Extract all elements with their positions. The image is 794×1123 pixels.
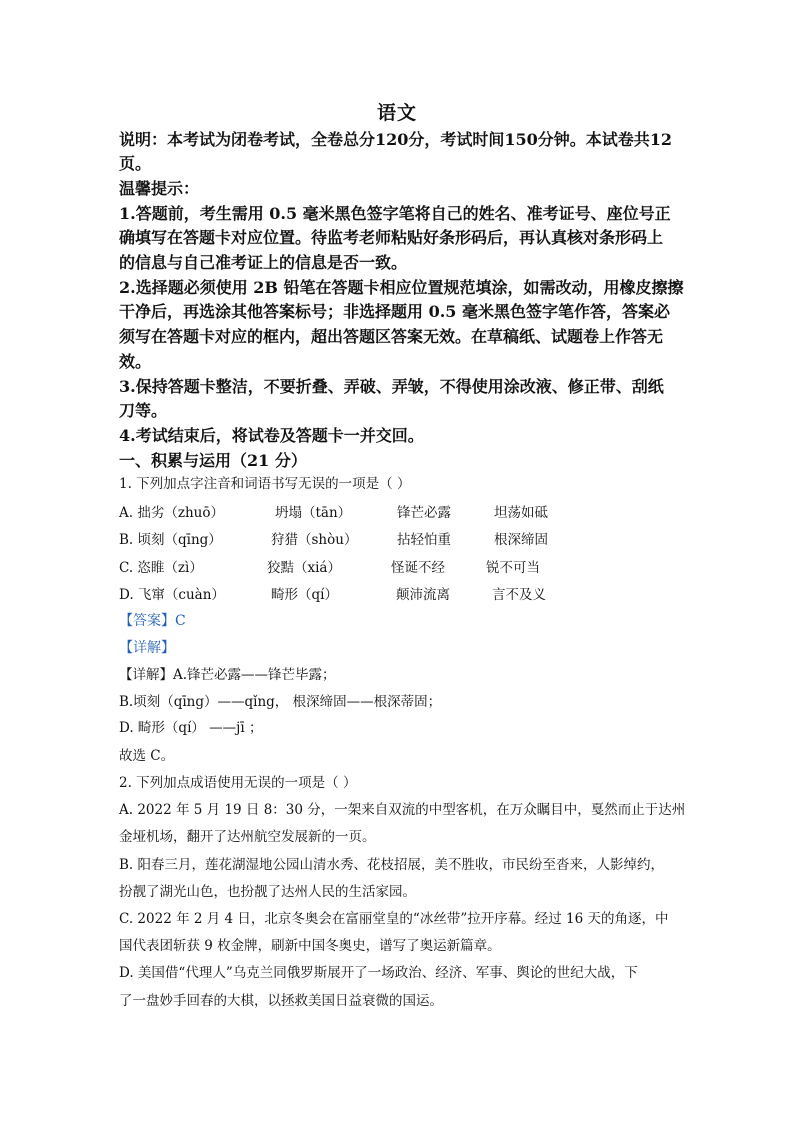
option-cell: 怪诞不经 <box>391 560 445 576</box>
explanation-line: 故选 C。 <box>119 748 175 764</box>
explanation-line: 【详解】A.锋芒必露——锋芒毕露； <box>119 667 336 683</box>
q2-line: 扮靓了湖光山色，也扮靓了达州人民的生活家园。 <box>119 884 416 900</box>
instruction-line: 2.选择题必须使用 2B 铅笔在答题卡相应位置规范填涂，如需改动，用橡皮擦擦 <box>119 278 684 297</box>
q1-option-b <box>119 528 679 548</box>
option-cell: 坦荡如砥 <box>494 505 548 521</box>
option-cell: 锋芒必露 <box>397 505 451 521</box>
option-cell: 狩猎（shòu） <box>271 532 358 548</box>
option-cell: B. 顷刻（qīng） <box>119 532 222 548</box>
option-cell: 言不及义 <box>492 587 546 603</box>
option-cell: 拈轻怕重 <box>397 532 451 548</box>
option-cell: D. 飞窜（cuàn） <box>119 587 225 603</box>
instruction-line: 干净后，再选涂其他答案标号；非选择题用 0.5 毫米黑色签字笔作答，答案必 <box>119 302 670 321</box>
q2-stem: 2. 下列加点成语使用无误的一项是（ ） <box>119 775 357 791</box>
option-cell: 坍塌（tān） <box>275 505 352 521</box>
q1-option-d <box>119 583 679 603</box>
option-cell: 颠沛流离 <box>396 587 450 603</box>
instruction-line: 温馨提示： <box>119 179 200 198</box>
q2-line: 金垭机场，翻开了达州航空发展新的一页。 <box>119 829 376 845</box>
option-cell: A. 拙劣（zhuō） <box>119 505 224 521</box>
detail-label: 【详解】 <box>119 640 175 656</box>
explanation-line: D. 畸形（qí） ——jī ； <box>119 720 263 736</box>
q1-option-c <box>119 556 679 576</box>
option-cell: 锐不可当 <box>486 560 540 576</box>
section-heading: 一、积累与运用（21 分） <box>119 451 307 470</box>
q1-stem: 1. 下列加点字注音和词语书写无误的一项是（ ） <box>119 476 411 492</box>
instruction-line: 4.考试结束后，将试卷及答题卡一并交回。 <box>119 426 424 445</box>
instruction-line: 确填写在答题卡对应位置。待监考老师粘贴好条形码后，再认真核对条形码上 <box>119 228 664 247</box>
instruction-line: 1.答题前，考生需用 0.5 毫米黑色签字笔将自己的姓名、准考证号、座位号正 <box>119 204 671 223</box>
option-cell: C. 恣睢（zì） <box>119 560 203 576</box>
q2-line: 了一盘妙手回春的大棋，以拯救美国日益衰微的国运。 <box>119 993 443 1009</box>
q2-line: 国代表团斩获 9 枚金牌，刷新中国冬奥史，谱写了奥运新篇章。 <box>119 938 501 954</box>
instruction-line: 3.保持答题卡整洁，不要折叠、弄破、弄皱，不得使用涂改液、修正带、刮纸 <box>119 377 664 396</box>
option-cell: 根深缔固 <box>494 532 548 548</box>
q1-option-a <box>119 501 679 521</box>
option-cell: 畸形（qí） <box>271 587 338 603</box>
q2-line: A. 2022 年 5 月 19 日 8：30 分，一架来自双流的中型客机，在万众瞩目中，戛然而止于达州 <box>119 802 686 818</box>
instruction-line: 效。 <box>119 352 152 371</box>
instruction-line: 页。 <box>119 154 152 173</box>
option-cell: 狡黠（xiá） <box>267 560 341 576</box>
q2-line: B. 阳春三月，莲花湖湿地公园山清水秀、花枝招展，美不胜收，市民纷至沓来，人影绰约， <box>119 857 665 873</box>
instruction-line: 说明：本考试为闭卷考试，全卷总分120分，考试时间150分钟。本试卷共12 <box>119 130 673 149</box>
page-title: 语文 <box>376 102 417 124</box>
q2-line: D. 美国借“代理人”乌克兰同俄罗斯展开了一场政治、经济、军事、舆论的世纪大战，下 <box>119 965 638 981</box>
answer-label: 【答案】C <box>119 613 186 629</box>
instruction-line: 刀等。 <box>119 401 168 420</box>
instruction-line: 的信息与自己准考证上的信息是否一致。 <box>119 253 408 272</box>
explanation-line: B.顷刻（qīng）——qǐng， 根深缔固——根深蒂固； <box>119 694 442 710</box>
q2-line: C. 2022 年 2 月 4 日，北京冬奥会在富丽堂皇的“冰丝带”拉开序幕。经过 16 天的角逐，中 <box>119 911 669 927</box>
instruction-line: 须写在答题卡对应的框内，超出答题区答案无效。在草稿纸、试题卷上作答无 <box>119 327 664 346</box>
